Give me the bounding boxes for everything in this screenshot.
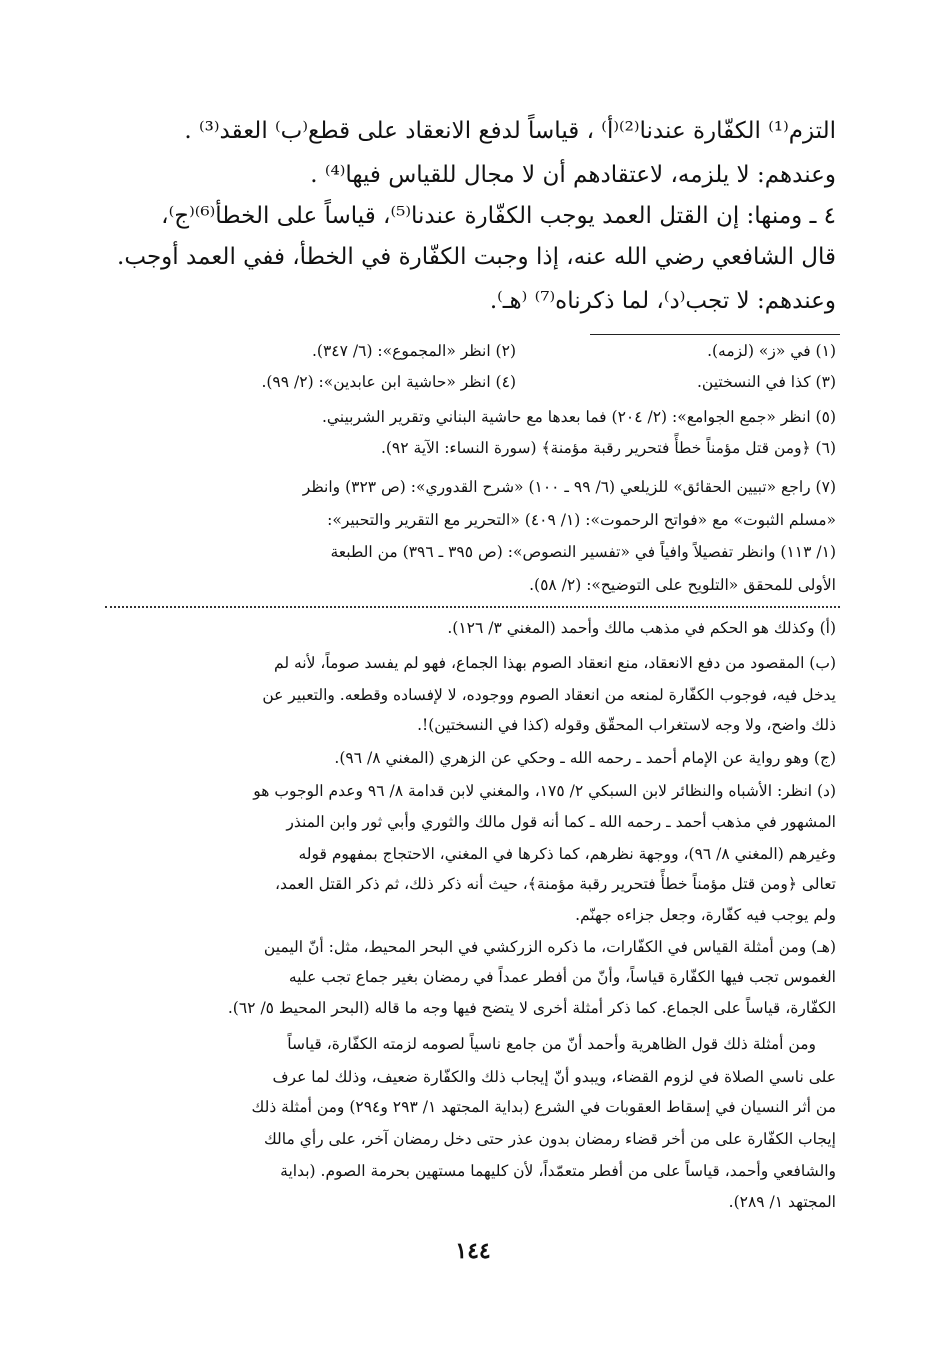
editor-note-d-line-1: (د) انظر: الأشباه والنظائر لابن السبكي ٢/ ١٧٥، والمغني لابن قدامة ٨/ ٩٦ وعدم الوجوب هو (253, 782, 836, 800)
editor-note-j: (ج) وهو رواية عن الإمام أحمد ـ رحمه الله ـ وحكي عن الزهري (المغني ٨/ ٩٦). (334, 749, 836, 767)
editor-note-h-line-2: الغموس تجب فيها الكفّارة قياساً، وأنّ من أفطر عمداً في رمضان بغير جماع تجب عليه (288, 968, 836, 986)
editor-note-a: (أ) وكذلك هو الحكم في مذهب مالك وأحمد (المغني ٣/ ١٢٦). (447, 619, 836, 637)
main-text-line-5: وعندهم: لا تجب⁽د⁾، لما ذكرناه⁽⁷⁾ ⁽هـ⁾. (489, 288, 836, 314)
footnote-separator (590, 334, 840, 335)
footnote-6: (٦) ﴿ومن قتل مؤمناً خطأً فتحرير رقبة مؤمنة﴾ (سورة النساء: الآية ٩٢). (380, 439, 836, 457)
footnote-1: (١) في «ز» (لزمه). (707, 342, 836, 360)
editor-note-d-line-5: ولم يوجب فيه كفّارة، وجعل جزاءه جهنّم. (575, 906, 836, 924)
footnote-2: (٢) انظر «المجموع»: (٦/ ٣٤٧). (311, 342, 516, 360)
footnote-7-line-4: الأولى للمحقق «التلويح على التوضيح»: (٢/ ٥٨). (529, 576, 836, 594)
editor-note-d-line-3: وغيرهم (المغني ٨/ ٩٦)، ووجهة نظرهم، كما ذكرها في المغني، الاحتجاج بمفهوم قوله (298, 845, 836, 863)
editor-note-h-line-7: إيجاب الكفّارة على من أخر قضاء رمضان بدون عذر حتى دخل رمضان آخر، على رأي مالك (263, 1130, 836, 1148)
editor-note-b-line-3: ذلك واضح، ولا وجه لاستغراب المحقّق وقوله (كذا في النسختين)!. (417, 716, 836, 734)
main-text-line-4: قال الشافعي رضي الله عنه، إذا وجبت الكفّارة في الخطأ، ففي العمد أوجب. (117, 244, 836, 270)
editor-note-b-line-2: يدخل فيه، فوجوب الكفّارة لمنعه من انعقاد الصوم ووجوده، لا لإفساده وقطعه. والتعبير عن (262, 686, 836, 704)
editor-note-h-line-5: على ناسي الصلاة في لزوم القضاء، ويبدو أنّ إيجاب ذلك والكفّارة ضعيف، وذلك لما عرف (272, 1068, 836, 1086)
editor-note-h-line-6: من أثر النسيان في إسقاط العقوبات في الشرع (بداية المجتهد ١/ ٢٩٣ و٢٩٤) ومن أمثلة ذلك (251, 1098, 836, 1116)
editor-note-h-line-9: المجتهد ١/ ٢٨٩). (728, 1193, 836, 1211)
editor-note-d-line-2: المشهور في مذهب أحمد ـ رحمه الله ـ كما أنه قول مالك والثوري وأبي ثور وابن المنذر (286, 813, 836, 831)
editor-note-b-line-1: (ب) المقصود من دفع الانعقاد، منع انعقاد الصوم بهذا الجماع، فهو لم يفسد صوماً، لأنه لم (274, 654, 836, 672)
page-number: ١٤٤ (455, 1238, 491, 1264)
editor-note-h-line-3: الكفّارة، قياساً على الجماع. كما ذكر أمثلة أخرى لا يتضح فيها وجه ما قاله (البحر المحيط ٥/ ٦٢). (227, 999, 836, 1017)
footnote-4: (٤) انظر «حاشية ابن عابدين»: (٢/ ٩٩). (261, 373, 516, 391)
main-text-line-2: وعندهم: لا يلزمه، لاعتقادهم أن لا مجال للقياس فيها⁽⁴⁾ . (310, 162, 836, 188)
main-text-line-1: التزم⁽¹⁾ الكفّارة عندنا⁽²⁾⁽أ⁾ ، قياساً لدفع الانعقاد على قطع⁽ب⁾ العقد⁽³⁾ . (184, 118, 836, 144)
editor-note-h-line-1: (هـ) ومن أمثلة القياس في الكفّارات، ما ذكره الزركشي في البحر المحيط، مثل: أنّ اليمين (263, 938, 836, 956)
editor-notes-separator (105, 606, 840, 608)
footnote-7-line-3: (١/ ١١٣) وانظر تفصيلاً وافياً في «تفسير النصوص»: (ص ٣٩٥ ـ ٣٩٦) من الطبعة (330, 543, 836, 561)
editor-note-h-line-4: ومن أمثلة ذلك قول الظاهرية وأحمد أنّ من جامع ناسياً لصومه لزمته الكفّارة، قياساً (287, 1035, 816, 1053)
footnote-3: (٣) كذا في النسختين. (697, 373, 836, 391)
main-text-line-3: ٤ ـ ومنها: إن القتل العمد يوجب الكفّارة عندنا⁽⁵⁾، قياساً على الخطأ⁽⁶⁾⁽ج⁾، (161, 203, 836, 229)
editor-note-h-line-8: والشافعي وأحمد، قياساً على من أفطر متعمّداً، لأن كليهما مستهين بحرمة الصوم. (بداية (280, 1162, 836, 1180)
footnote-7-line-1: (٧) راجع «تبيين الحقائق» للزيلعي (٦/ ٩٩ ـ ١٠٠) «شرح القدوري»: (ص ٣٢٣) وانظر (302, 478, 836, 496)
footnote-5: (٥) انظر «جمع الجوامع»: (٢/ ٢٠٤) فما بعدها مع حاشية البناني وتقرير الشربيني. (321, 408, 836, 426)
editor-note-d-line-4: تعالى ﴿ومن قتل مؤمناً خطأً فتحرير رقبة مؤمنة﴾، حيث أنه ذكر ذلك، ثم ذكر القتل العمد، (275, 875, 836, 893)
footnote-7-line-2: «مسلم الثبوت» مع «فواتح الرحموت»: (١/ ٤٠٩) «التحرير مع التقرير والتحبير»: (327, 511, 836, 529)
